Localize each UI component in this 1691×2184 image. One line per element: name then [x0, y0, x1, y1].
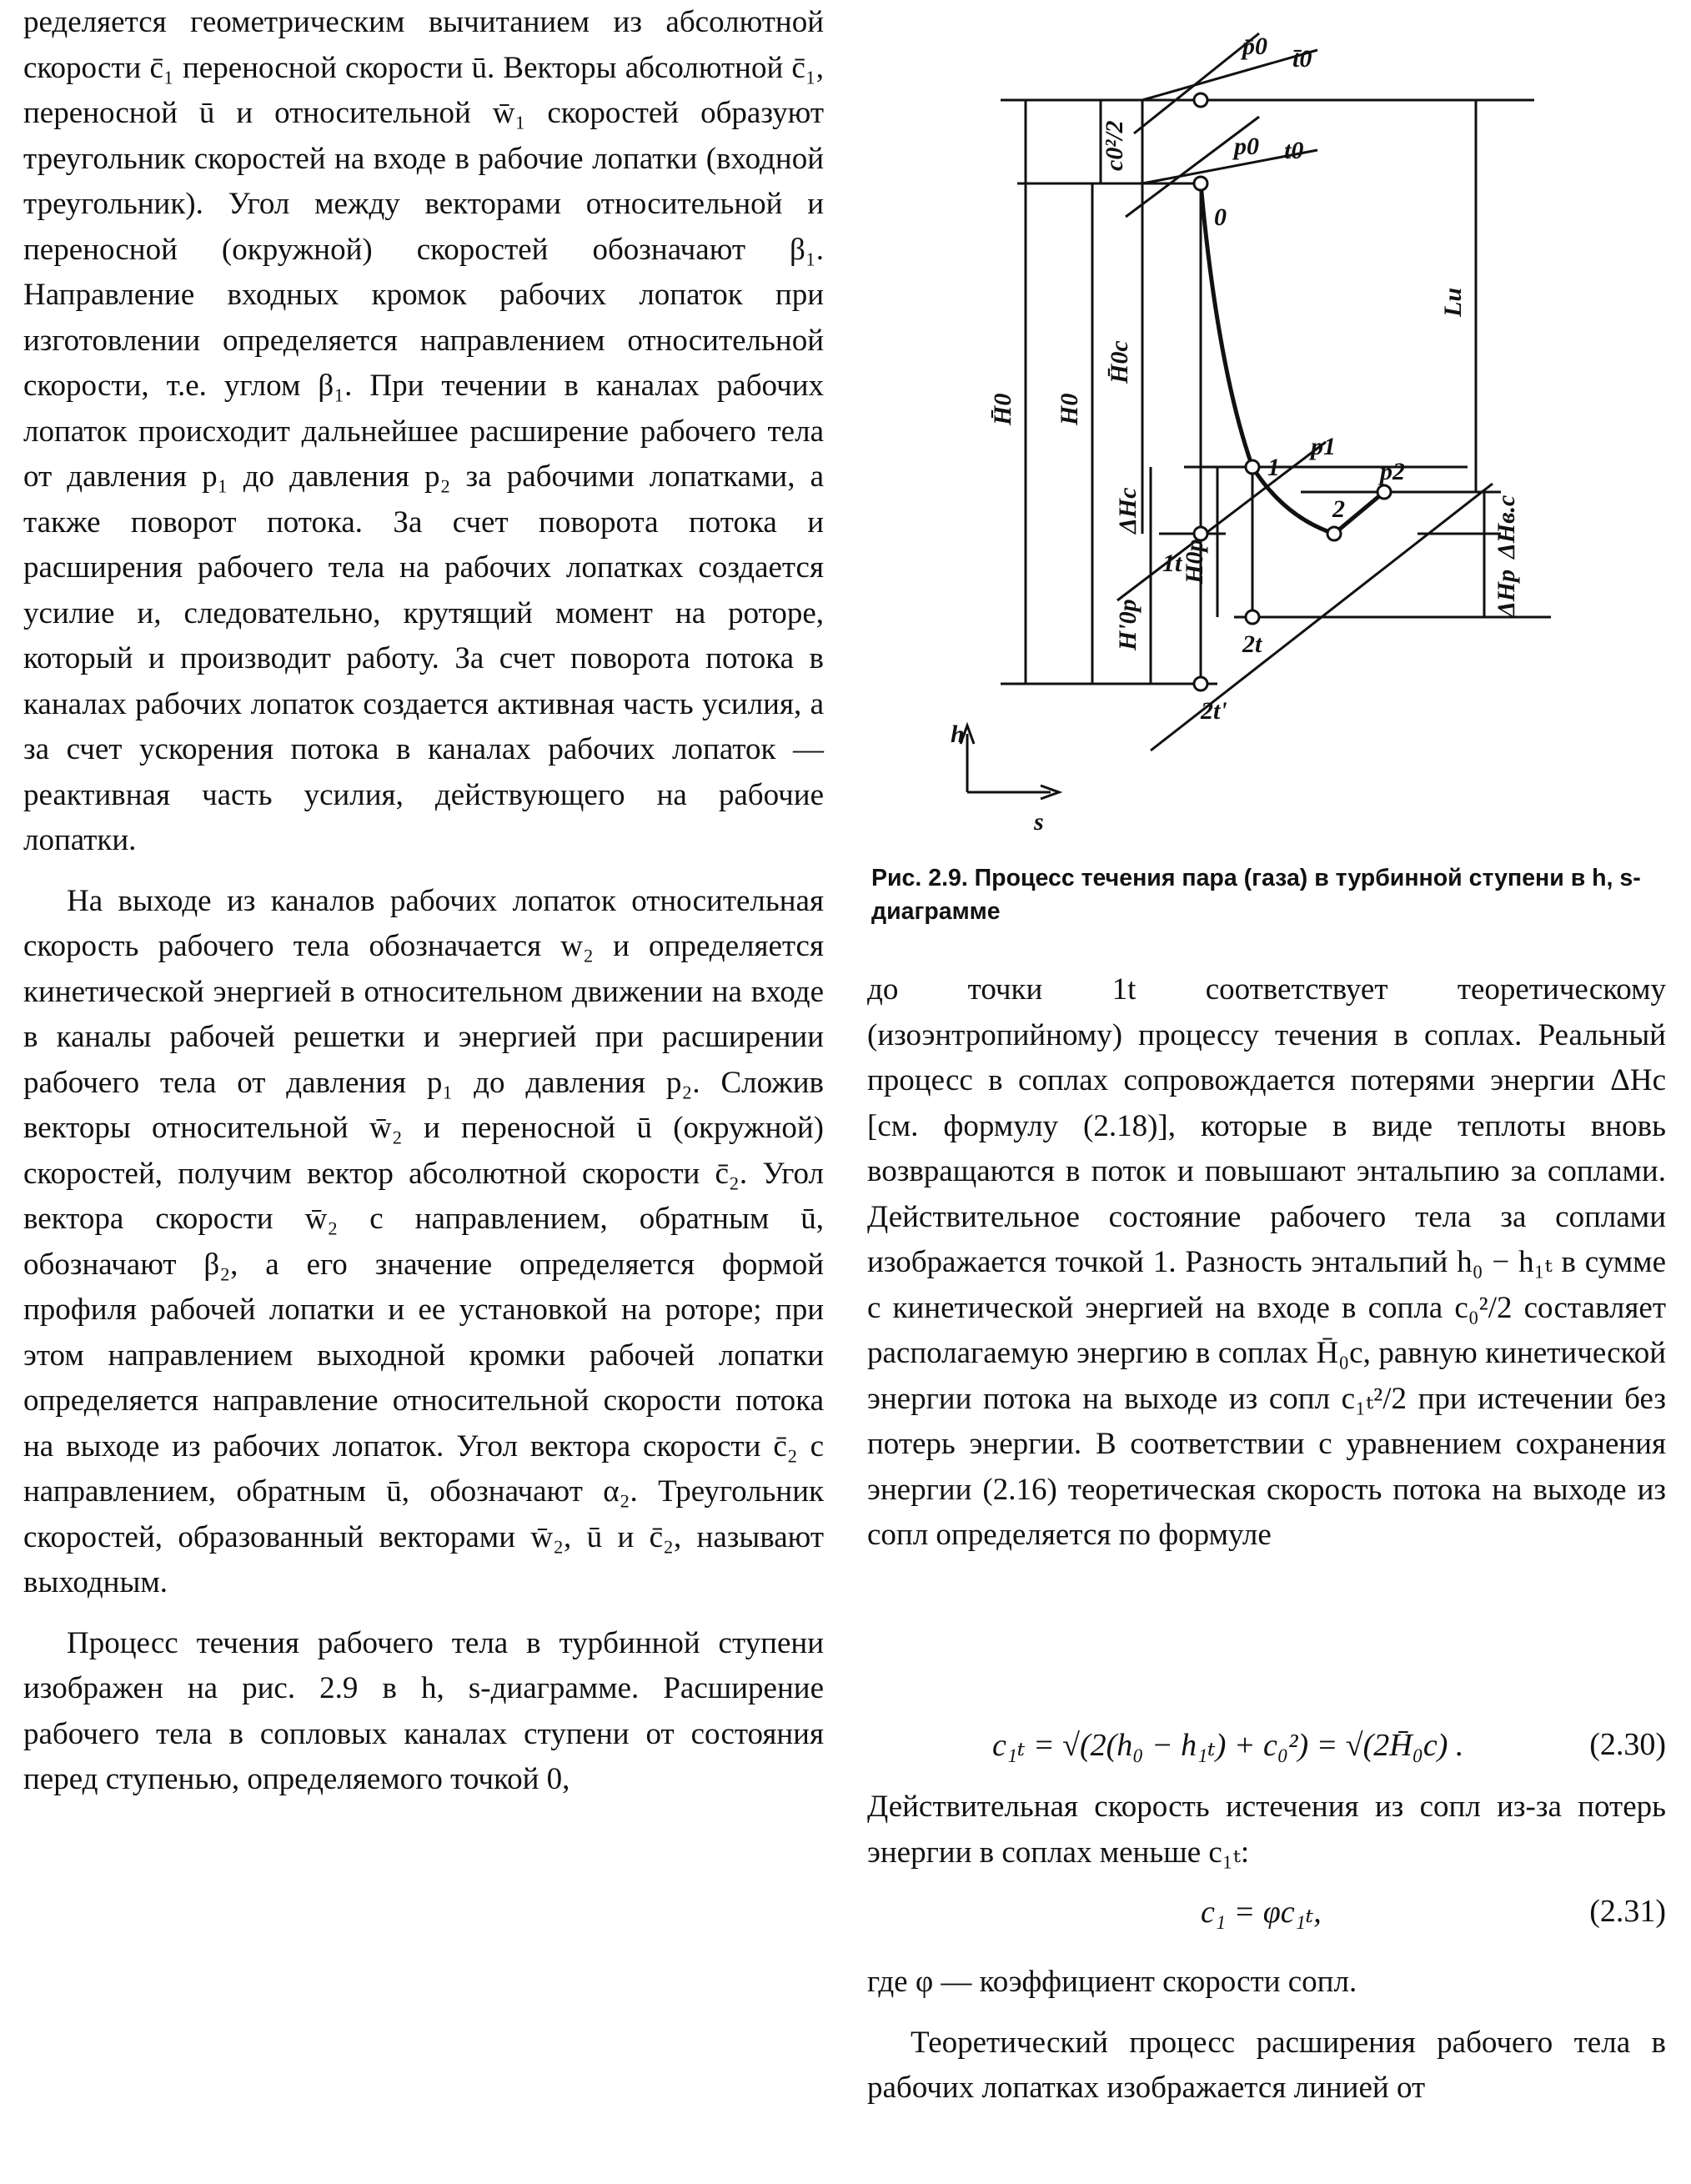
paragraph: до точки 1t соответствует теоретическому (изоэнтропийному) процессу течения в соплах. Реальный процесс в соплах сопровождается потерями энергии ΔHс [см. формулу (2.18)], которые в виде теплоты вновь возвращаются в поток и повышают энтальпию за соплами. Действительное состояние рабочего тела за соплами изображается точкой 1. Разность энтальпий h₀ − h₁ₜ в сумме с кинетической энергией на входе в сопла c₀²/2 составляет располагаемую энергию в соплах H̄₀с, равную кинетической энергии потока на выходе из сопл c₁ₜ²/2 при истечении без потерь энергии. В соответствии с уравнением сохранения энергии (2.16) теоретическая скорость потока на выходе из сопл определяется по формуле [867, 972, 1666, 1552]
label-H0c-bar: H̄0c [1106, 340, 1133, 384]
paragraph: где φ — коэффициент скорости сопл. [867, 1965, 1357, 1999]
label-point-1: 1 [1267, 454, 1280, 481]
state-point-0 [1194, 177, 1207, 190]
hs-diagram [951, 17, 1643, 842]
state-point-0-bar [1194, 93, 1207, 107]
figure-caption: Рис. 2.9. Процесс течения пара (газа) в турбинной ступени в h, s-диаграмме [871, 865, 1641, 925]
label-H0-bar: H̄0 [989, 393, 1016, 425]
label-t0: t0 [1284, 137, 1304, 164]
label-p2: p2 [1380, 458, 1405, 485]
label-point-0: 0 [1214, 203, 1227, 231]
equation-formula: c₁ₜ = √(2(h₀ − h₁ₜ) + c₀²) = √(2H̄₀с) . [992, 1728, 1464, 1763]
label-Lu: Lu [1439, 287, 1467, 317]
state-point-1t [1194, 527, 1207, 540]
label-p0: p0 [1234, 133, 1259, 160]
paragraph: Теоретический процесс расширения рабочего тела в рабочих лопатках изображается линией от [867, 2025, 1666, 2105]
label-dHvc: ΔHв.с [1493, 495, 1520, 559]
state-point-1 [1246, 460, 1259, 474]
state-point-2t-prime [1194, 677, 1207, 690]
label-p0-bar: p̄0 [1242, 33, 1267, 60]
process-blades [1252, 467, 1334, 534]
label-point-2t: 2t [1242, 630, 1262, 658]
label-axis-h: h [951, 720, 965, 748]
state-point-2t [1246, 610, 1259, 624]
process-nozzle [1201, 183, 1252, 467]
equation-number: (2.31) [1589, 1894, 1666, 1929]
paragraph: Действительная скорость истечения из сопл из-за потерь энергии в соплах меньше c₁ₜ: [867, 1790, 1666, 1870]
label-p1: p1 [1311, 433, 1336, 460]
label-dHp: ΔHp [1493, 569, 1520, 617]
paragraph: На выходе из каналов рабочих лопаток относительная скорость рабочего тела обозначается w₂ и определяется кинетической энергией в относительном движении на входе в каналы рабочей решетки и энергией при расширении рабочего тела от давления p₁ до давления p₂. Сложив векторы относительной w̄₂ и переносной ū (окружной) скоростей, получим вектор абсолютной скорости c̄₂. Угол вектора скорости w̄₂ с направлением, обратным ū, обозначают β₂, а его значение определяется формой профиля рабочей лопатки и ее установкой на роторе; при этом направлением выходной кромки рабочей лопатки определяется направление относительной скорости потока на выходе из рабочих лопаток. Угол вектора скорости c̄₂ с направлением, обратным ū, обозначают α₂. Треугольник скоростей, образованный векторами w̄₂, ū и c̄₂, называют выходным. [23, 883, 824, 1599]
paragraph: Процесс течения рабочего тела в турбинной ступени изображен на рис. 2.9 в h, s-диаграмме. Расширение рабочего тела в сопловых каналах ступени от состояния перед ступенью, определяемого точкой 0, [23, 1625, 824, 1796]
right-text-column [867, 967, 1666, 1559]
label-point-2t-prime: 2t' [1201, 697, 1227, 725]
isobar-p0 [1126, 117, 1259, 217]
equation-formula: c₁ = φc₁ₜ, [1201, 1895, 1322, 1930]
label-axis-s: s [1034, 808, 1044, 836]
label-point-2: 2 [1332, 495, 1345, 523]
label-dHc: ΔHc [1114, 487, 1142, 534]
right-text-column-end [867, 1960, 1666, 2111]
right-text-column-cont [867, 1785, 1666, 1875]
label-t0-bar: t̄0 [1292, 45, 1312, 73]
label-H0p: H0p [1181, 539, 1208, 584]
label-H0: H0 [1056, 393, 1083, 425]
label-point-1t: 1t [1162, 550, 1182, 577]
equation-number: (2.30) [1589, 1727, 1666, 1762]
paragraph: ределяется геометрическим вычитанием из абсолютной скорости c̄₁ переносной скорости ū. Векторы абсолютной c̄₁, переносной ū и относительной w̄₁ скоростей образуют треугольник скоростей на входе в рабочие лопатки (входной треугольник). Угол между векторами относительной и переносной (окружной) скоростей обозначают β₁. Направление входных кромок рабочих лопаток при изготовлении определяется направлением относительной скорости, т.е. углом β₁. При течении в каналах рабочих лопаток происходит дальнейшее расширение рабочего тела от давления p₁ до давления p₂ за рабочими лопатками, а также поворот потока. За счет поворота потока и расширения рабочего тела на рабочих лопатках создается усилие и, следовательно, крутящий момент на роторе, который и производит работу. За счет поворота потока в каналах рабочих лопаток создается активная часть усилия, а за счет ускорения потока в каналах рабочих лопаток — реактивная часть усилия, действующего на рабочие лопатки. [23, 5, 824, 857]
state-point-2 [1327, 527, 1341, 540]
left-text-column [23, 0, 824, 1803]
label-c0: c0²/2 [1101, 120, 1128, 171]
label-H0p-prime: H'0p [1114, 599, 1142, 650]
state-point-p2 [1377, 485, 1391, 499]
